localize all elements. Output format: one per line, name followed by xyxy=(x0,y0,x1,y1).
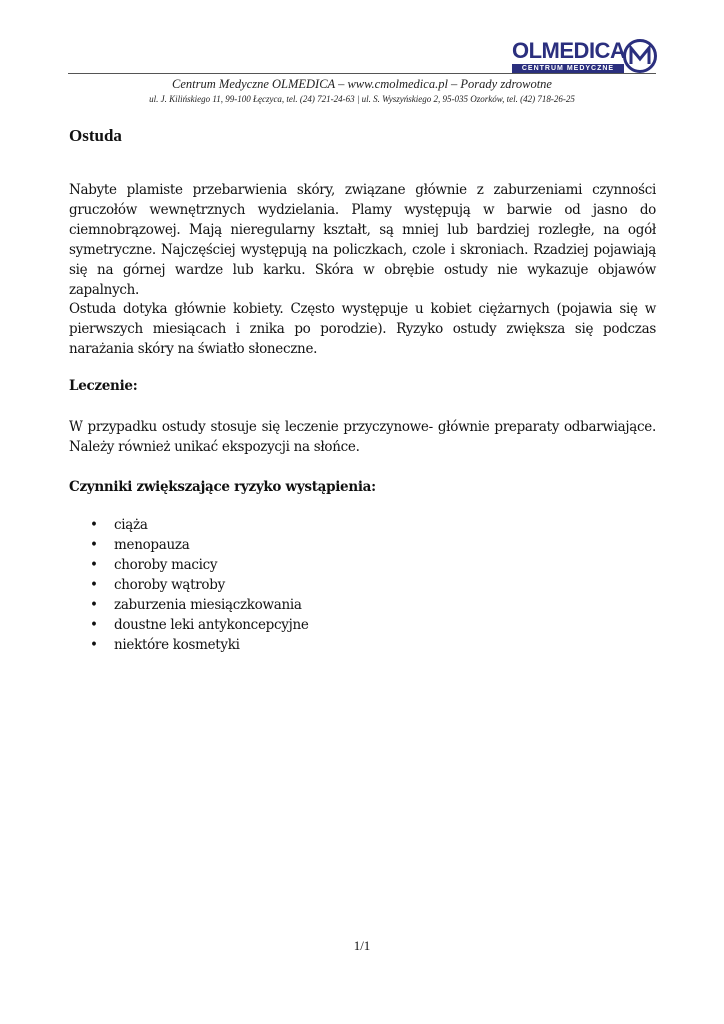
article-title: Ostuda xyxy=(69,126,122,145)
list-item xyxy=(90,555,309,575)
bullet: • xyxy=(90,537,98,553)
list-item xyxy=(90,595,309,615)
list-item xyxy=(90,515,309,535)
logo-name: OLMEDICA xyxy=(512,38,626,63)
list-item xyxy=(90,615,309,635)
list-item xyxy=(90,635,309,655)
list-item-text: ciąża xyxy=(114,517,148,533)
list-item-text: menopauza xyxy=(114,537,190,553)
bullet: • xyxy=(90,557,98,573)
header-address-line: ul. J. Kilińskiego 11, 99-100 Łęczyca, tel. (24) 721-24-63 | ul. S. Wyszyńskiego 2, 95-035 Ozorków, tel. (42) 718-26-25 xyxy=(149,94,575,104)
bullet: • xyxy=(90,637,98,653)
olmedica-logo xyxy=(512,37,658,75)
bullet: • xyxy=(90,517,98,533)
article-paragraph-description: Nabyte plamiste przebarwienia skóry, związane głównie z zaburzeniami czynności gruczołów wewnętrznych wydzielania. Plamy występują w barwie od jasno do ciemnobrązowej. Mają nieregularny kształt, są mniej lub bardziej rozległe, na ogół symetryczne. Najczęściej występują na policzkach, czole i skroniach. Rzadziej pojawiają się na górnej wardze lub karku. Skóra w obrębie ostudy nie wykazuje objawów zapalnych. xyxy=(69,182,656,298)
logo-subtitle: CENTRUM MEDYCZNE xyxy=(512,64,624,73)
bullet: • xyxy=(90,597,98,613)
header-divider xyxy=(68,73,656,74)
bullet: • xyxy=(90,577,98,593)
list-item-text: doustne leki antykoncepcyjne xyxy=(114,617,309,633)
bullet: • xyxy=(90,617,98,633)
list-item xyxy=(90,575,309,595)
list-item xyxy=(90,535,309,555)
page-number: 1/1 xyxy=(353,938,371,953)
logo-m-emblem-icon xyxy=(622,37,658,75)
treatment-paragraph: W przypadku ostudy stosuje się leczenie przyczynowe- głównie preparaty odbarwiające. Należy również unikać ekspozycji na słońce. xyxy=(69,419,656,455)
risk-factors-heading: Czynniki zwiększające ryzyko wystąpienia: xyxy=(69,479,376,495)
list-item-text: zaburzenia miesiączkowania xyxy=(114,597,302,613)
risk-factors-list xyxy=(90,515,309,655)
list-item-text: choroby wątroby xyxy=(114,577,225,593)
header-clinic-line: Centrum Medyczne OLMEDICA – www.cmolmedica.pl – Porady zdrowotne xyxy=(172,77,552,91)
list-item-text: choroby macicy xyxy=(114,557,218,573)
list-item-text: niektóre kosmetyki xyxy=(114,637,240,653)
article-paragraph-occurrence: Ostuda dotyka głównie kobiety. Często występuje u kobiet ciężarnych (pojawia się w pierwszych miesiącach i znika po porodzie). Ryzyko ostudy zwiększa się podczas narażania skóry na światło słoneczne. xyxy=(69,301,656,357)
treatment-heading: Leczenie: xyxy=(69,378,138,394)
